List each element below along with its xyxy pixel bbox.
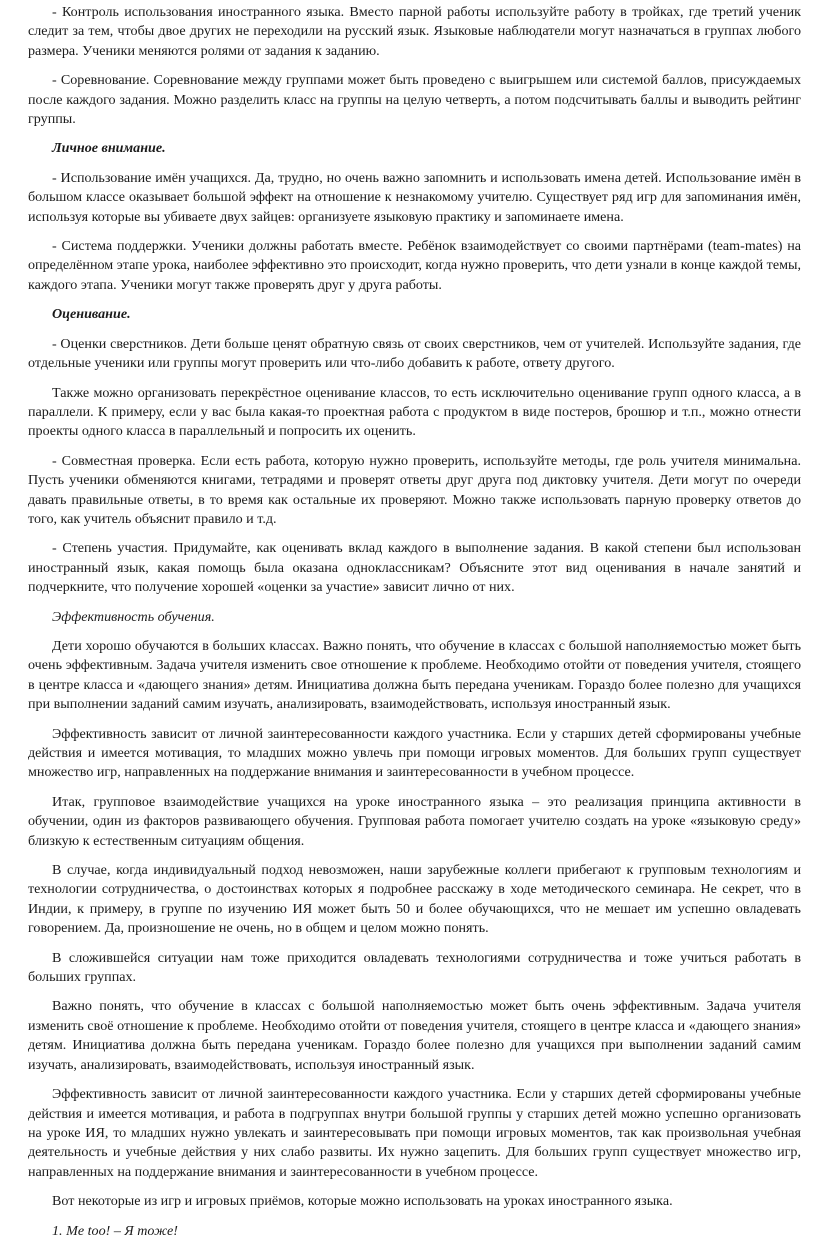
paragraph: Итак, групповое взаимодействие учащихся на уроке иностранного языка – это реализация принципа активности в обучении, один из факторов развивающего обучения. Групповая работа помогает учителю создать на уроке «языковую среду» близкую к естественным ситуациям общения.	[28, 793, 801, 849]
paragraph: В случае, когда индивидуальный подход невозможен, наши зарубежные коллеги прибегают к групповым технологиям и технологии сотрудничества, о достоинствах которых я подробнее расскажу в ходе методического семинара. Не секрет, что в Индии, к примеру, в группе по изучению ИЯ может быть 50 и более обучающихся, что не мешает им успешно овладевать говорением. Да, произношение не очень, но в общем и целом можно понять.	[28, 862, 801, 937]
paragraph: Важно понять, что обучение в классах с большой наполняемостью может быть очень эффективным. Задача учителя изменить своё отношение к проблеме. Необходимо отойти от поведения учителя, стоящего в центре класса и «дающего знания» детям. Инициатива должна быть передана ученикам. Гораздо более полезно для учащихся при выполнении заданий самим изучать, анализировать, взаимодействовать, используя иностранный язык.	[28, 998, 801, 1073]
paragraph: Также можно организовать перекрёстное оценивание классов, то есть исключительно оценивание групп одного класса, а в параллели. К примеру, если у вас была какая-то проектная работа с продуктом в виде постеров, брошюр и т.п., можно отнести проекты одного класса в параллельный и попросить их оценить.	[28, 384, 801, 440]
paragraph: Эффективность зависит от личной заинтересованности каждого участника. Если у старших детей сформированы учебные действия и имеется мотивация, то младших можно увлечь при помощи игровых моментов. Для больших групп существует множество игр, направленных на поддержание внимания и заинтересованности в учебном процессе.	[28, 725, 801, 781]
paragraph: Дети хорошо обучаются в больших классах. Важно понять, что обучение в классах с большой наполняемостью может быть очень эффективным. Задача учителя изменить свое отношение к проблеме. Необходимо отойти от поведения учителя, стоящего в центре класса и «дающего знания» детям. Инициатива должна быть передана ученикам. Гораздо более полезно для учащихся при выполнении заданий самим изучать, анализировать, взаимодействовать, используя иностранный язык.	[28, 637, 801, 713]
section-heading: Оценивание.	[52, 306, 131, 323]
paragraph: Вот некоторые из игр и игровых приёмов, которые можно использовать на уроках иностранного языка.	[52, 1193, 673, 1210]
paragraph: - Оценки сверстников. Дети больше ценят обратную связь от своих сверстников, чем от учителей. Используйте задания, где отдельные ученики или группы могут проверить или что-либо добавить к работе, ответу другого.	[28, 335, 801, 372]
paragraph: - Совместная проверка. Если есть работа, которую нужно проверить, используйте методы, где роль учителя минимальна. Пусть ученики обменяются книгами, тетрадями и проверят ответы друг друга под диктовку учителя. Дети могут по очереди давать правильные ответы, в то время как остальные их проверяют. Можно также использовать парную проверку ответов до того, как учитель объяснит правило и т.д.	[28, 452, 801, 527]
section-heading: Эффективность обучения.	[52, 608, 215, 625]
paragraph: - Контроль использования иностранного языка. Вместо парной работы используйте работу в тройках, где третий ученик следит за тем, чтобы двое других не переходили на русский язык. Языковые наблюдатели могут назначаться в группах любого размера. Ученики меняются ролями от задания к заданию.	[28, 4, 801, 59]
paragraph: В сложившейся ситуации нам тоже приходится овладевать технологиями сотрудничества и тоже учиться работать в больших группах.	[28, 949, 801, 986]
section-heading: Личное внимание.	[52, 140, 166, 157]
list-heading: 1. Me too! – Я тоже!	[52, 1222, 178, 1239]
paragraph: - Соревнование. Соревнование между группами может быть проведено с выигрышем или системой баллов, присуждаемых после каждого задания. Можно разделить класс на группы на целую четверть, а потом подсчитывать баллы и выводить рейтинг группы.	[28, 72, 801, 128]
paragraph: - Система поддержки. Ученики должны работать вместе. Ребёнок взаимодействует со своими партнёрами (team-mates) на определённом этапе урока, наиболее эффективно это происходит, когда нужно проверить, что дети узнали в конце каждой темы, каждого этапа. Ученики могут также проверять друг у друга работы.	[28, 238, 801, 293]
paragraph: - Использование имён учащихся. Да, трудно, но очень важно запомнить и использовать имена детей. Использование имён в большом классе оказывает большой эффект на отношение к незнакомому учителю. Существует ряд игр для запоминания имён, используя которые вы убиваете двух зайцев: организуете языковую практику и запоминаете имена.	[28, 169, 801, 225]
paragraph: Эффективность зависит от личной заинтересованности каждого участника. Если у старших детей сформированы учебные действия и имеется мотивация, и работа в подгруппах внутри большой группы у старших детей можно успешно организовать на уроке ИЯ, то младших нужно увлекать и заинтересовывать при помощи игровых моментов, так как произвольная учебная деятельность и учебные действия у них слабо развиты. Их нужно зацепить. Для больших групп существует множество игр, направленных на поддержание внимания и заинтересованности в учебном процессе.	[28, 1086, 801, 1180]
paragraph: - Степень участия. Придумайте, как оценивать вклад каждого в выполнение задания. В какой степени был использован иностранный язык, какая помощь была оказана одноклассникам? Объясните этот вид оценивания в начале занятий и подчеркните, что получение хорошей «оценки за участие» зависит лично от них.	[28, 540, 801, 596]
